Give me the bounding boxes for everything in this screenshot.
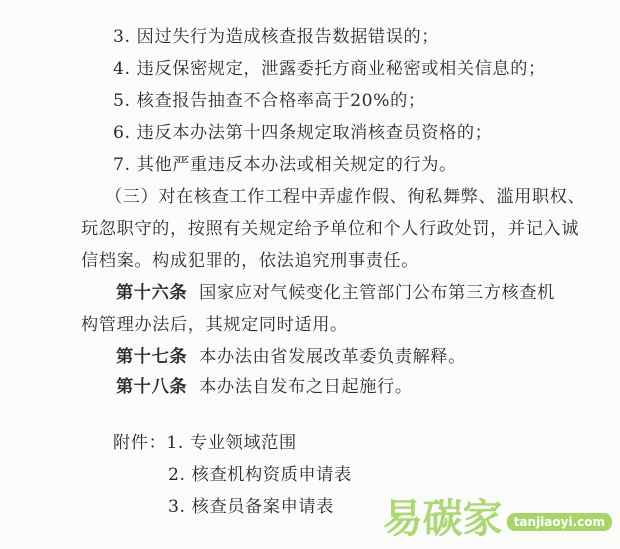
list-item-7: 7. 其他严重违反本办法或相关规定的行为。 bbox=[113, 155, 457, 175]
article-17-label: 第十七条 bbox=[116, 347, 188, 367]
watermark-logo-text: 易碳家 bbox=[382, 496, 503, 542]
article-18-label: 第十八条 bbox=[116, 377, 188, 397]
list-item-4: 4. 违反保密规定，泄露委托方商业秘密或相关信息的； bbox=[113, 59, 546, 79]
list-item-6: 6. 违反本办法第十四条规定取消核查员资格的； bbox=[113, 123, 493, 143]
article-18 bbox=[116, 374, 413, 400]
article-16 bbox=[116, 280, 555, 306]
paragraph-3-line-1: （三）对在核查工作工程中弄虚作假、徇私舞弊、滥用职权、 bbox=[105, 187, 586, 207]
watermark-site-badge: tanjiaoyi.com bbox=[507, 513, 612, 531]
paragraph-3-line-3: 信档案。构成犯罪的，依法追究刑事责任。 bbox=[81, 251, 419, 271]
paragraph-3-line-2: 玩忽职守的，按照有关规定给予单位和个人行政处罚，并记入诚 bbox=[81, 219, 580, 239]
article-16-continuation: 构管理办法后，其规定同时适用。 bbox=[81, 315, 348, 335]
watermark-logo bbox=[383, 491, 612, 543]
attachments bbox=[113, 430, 297, 456]
attachment-item-2: 2. 核查机构资质申请表 bbox=[168, 465, 352, 485]
article-16-label: 第十六条 bbox=[116, 283, 188, 303]
list-item-3: 3. 因过失行为造成核查报告数据错误的； bbox=[113, 27, 440, 47]
article-17-text: 本办法由省发展改革委负责解释。 bbox=[199, 347, 466, 367]
article-16-text: 国家应对气候变化主管部门公布第三方核查机 bbox=[199, 283, 555, 303]
attachment-item-3: 3. 核查员备案申请表 bbox=[168, 497, 334, 517]
list-item-5: 5. 核查报告抽查不合格率高于20%的； bbox=[113, 91, 426, 111]
article-18-text: 本办法自发布之日起施行。 bbox=[199, 377, 413, 397]
attachment-item-1: 1. 专业领域范围 bbox=[166, 433, 297, 453]
article-17 bbox=[116, 344, 466, 370]
attachments-label: 附件： bbox=[113, 433, 167, 453]
